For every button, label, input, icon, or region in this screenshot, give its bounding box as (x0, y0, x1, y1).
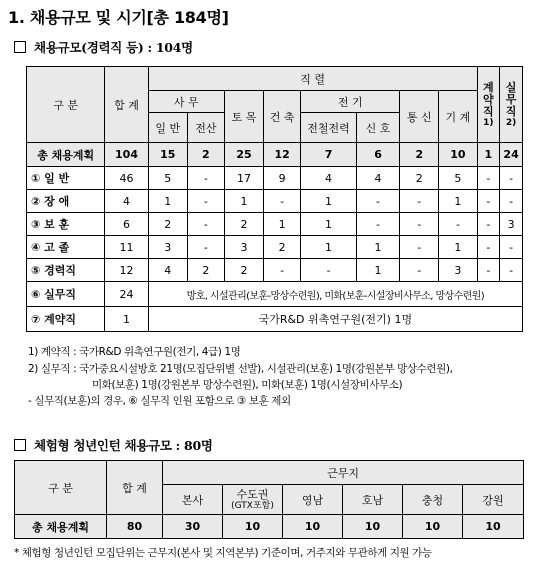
note-2a: 2) 실무직 : 국가중요시설방호 21명(모집단위별 선발), 시설관리(보훈) 1명(강원본부 망상수련원), (28, 363, 453, 375)
cell: 7 (301, 143, 357, 167)
cell: - (500, 236, 523, 259)
cell: 4 (148, 259, 187, 282)
header-jeongi: 전 기 (301, 91, 400, 113)
cell: - (500, 190, 523, 213)
footnote: * 체험형 청년인턴 모집단위는 근무지(본사 및 지역본부) 기준이며, 거주지와 무관하게 지원 가능 (14, 547, 432, 559)
table-row-total (15, 515, 524, 539)
cell: ② 장 애 (27, 190, 105, 213)
cell: 2 (148, 213, 187, 236)
cell: - (187, 190, 224, 213)
header-tongsin: 통 신 (400, 91, 439, 143)
header-jikryeol: 직 렬 (148, 67, 477, 91)
cell: 12 (105, 259, 148, 282)
cell: 3 (500, 213, 523, 236)
cell: - (477, 190, 500, 213)
cell: 2 (224, 213, 263, 236)
cell: - (500, 259, 523, 282)
cell: 4 (301, 167, 357, 190)
header-col: 강원 (463, 485, 524, 515)
cell: 1 (477, 143, 500, 167)
cell: 2 (400, 143, 439, 167)
cell: 2 (224, 259, 263, 282)
cell: 30 (163, 515, 223, 539)
cell: 4 (105, 190, 148, 213)
cell: ⑤ 경력직 (27, 259, 105, 282)
cell: 24 (105, 282, 148, 307)
cell: - (187, 167, 224, 190)
cell: 2 (187, 143, 224, 167)
header-jeonsan: 전산 (187, 113, 224, 143)
header-col: 수도권 (GTX포함) (223, 485, 283, 515)
header-col: 영남 (283, 485, 343, 515)
cell: 국가R&D 위촉연구원(전기) 1명 (148, 307, 522, 332)
checkbox-icon (14, 439, 26, 451)
table-row-total (27, 143, 523, 167)
cell: 3 (148, 236, 187, 259)
cell: 3 (439, 259, 477, 282)
cell: - (477, 213, 500, 236)
cell: - (187, 213, 224, 236)
cell: 2 (187, 259, 224, 282)
cell: ① 일 반 (27, 167, 105, 190)
cell: 10 (439, 143, 477, 167)
section-title-2-text: 체험형 청년인턴 채용규모 : 80명 (34, 438, 213, 453)
cell: 6 (356, 143, 399, 167)
checkbox-icon (14, 41, 26, 53)
cell: 5 (439, 167, 477, 190)
cell: 1 (224, 190, 263, 213)
cell: ⑥ 실무직 (27, 282, 105, 307)
cell: - (400, 259, 439, 282)
header-jeoncheol: 전철전력 (301, 113, 357, 143)
cell: 1 (105, 307, 148, 332)
cell: - (400, 236, 439, 259)
cell: 1 (301, 190, 357, 213)
table-row-silmu (27, 282, 523, 307)
recruit-table (26, 66, 523, 332)
intern-table (14, 460, 524, 539)
cell: - (400, 213, 439, 236)
header-gubun: 구 분 (27, 67, 105, 143)
cell: - (356, 213, 399, 236)
cell: ④ 고 졸 (27, 236, 105, 259)
cell: 46 (105, 167, 148, 190)
header-work: 근무지 (163, 461, 524, 485)
page-title: 1. 채용규모 및 시기[총 184명] (8, 8, 229, 27)
cell: 2 (264, 236, 301, 259)
header-sinho: 신 호 (356, 113, 399, 143)
cell: - (477, 259, 500, 282)
header-gubun: 구 분 (15, 461, 107, 515)
section-title-2 (14, 436, 213, 454)
cell: 총 채용계획 (27, 143, 105, 167)
cell: 104 (105, 143, 148, 167)
section-title-1 (14, 38, 193, 56)
header-total: 합 계 (105, 67, 148, 143)
cell: 4 (356, 167, 399, 190)
table-row (27, 190, 523, 213)
header-total: 합 계 (107, 461, 163, 515)
cell: 80 (107, 515, 163, 539)
table-row (27, 236, 523, 259)
cell: 3 (224, 236, 263, 259)
cell: - (400, 190, 439, 213)
header-col: 본사 (163, 485, 223, 515)
header-gigye: 기 계 (439, 91, 477, 143)
cell: - (264, 190, 301, 213)
cell: 12 (264, 143, 301, 167)
header-col: 호남 (343, 485, 403, 515)
cell: 10 (343, 515, 403, 539)
cell: - (500, 167, 523, 190)
cell: - (477, 236, 500, 259)
cell: 총 채용계획 (15, 515, 107, 539)
cell: 1 (439, 190, 477, 213)
cell: - (439, 213, 477, 236)
cell: 1 (356, 259, 399, 282)
header-tomok: 토 목 (224, 91, 263, 143)
header-samu: 사 무 (148, 91, 224, 113)
cell: 1 (264, 213, 301, 236)
cell: - (187, 236, 224, 259)
cell: ③ 보 훈 (27, 213, 105, 236)
table-row-gyeyak (27, 307, 523, 332)
header-geonchuk: 건 축 (264, 91, 301, 143)
table-row (27, 259, 523, 282)
cell: 10 (223, 515, 283, 539)
cell: 25 (224, 143, 263, 167)
cell: - (301, 259, 357, 282)
cell: 9 (264, 167, 301, 190)
cell: 17 (224, 167, 263, 190)
cell: - (264, 259, 301, 282)
cell: 5 (148, 167, 187, 190)
cell: 10 (403, 515, 463, 539)
cell: - (477, 167, 500, 190)
cell: 1 (439, 236, 477, 259)
cell: ⑦ 계약직 (27, 307, 105, 332)
table-row (27, 213, 523, 236)
cell: 11 (105, 236, 148, 259)
note-1: 1) 계약직 : 국가R&D 위촉연구원(전기, 4급) 1명 (28, 346, 241, 358)
note-3: - 실무직(보훈)의 경우, ⑥ 실무직 인원 포함으로 ③ 보훈 제외 (28, 395, 291, 407)
cell: 1 (301, 213, 357, 236)
header-col: 충청 (403, 485, 463, 515)
cell: 10 (463, 515, 524, 539)
header-ilban: 일 반 (148, 113, 187, 143)
cell: 15 (148, 143, 187, 167)
table-row (27, 167, 523, 190)
cell: 1 (148, 190, 187, 213)
cell: 방호, 시설관리(보훈-망상수련원), 미화(보훈-시설장비사무소, 망상수련원) (148, 282, 522, 307)
cell: 1 (301, 236, 357, 259)
cell: 1 (356, 236, 399, 259)
cell: 6 (105, 213, 148, 236)
section-title-1-text: 채용규모(경력직 등) : 104명 (34, 40, 193, 55)
header-gyeyak: 계 약 직 1) (477, 67, 500, 143)
cell: - (356, 190, 399, 213)
header-silmu: 실 무 직 2) (500, 67, 523, 143)
cell: 2 (400, 167, 439, 190)
cell: 24 (500, 143, 523, 167)
cell: 10 (283, 515, 343, 539)
note-2b: 미화(보훈) 1명(강원본부 망상수련원), 미화(보훈) 1명(시설장비사무소) (92, 379, 403, 391)
